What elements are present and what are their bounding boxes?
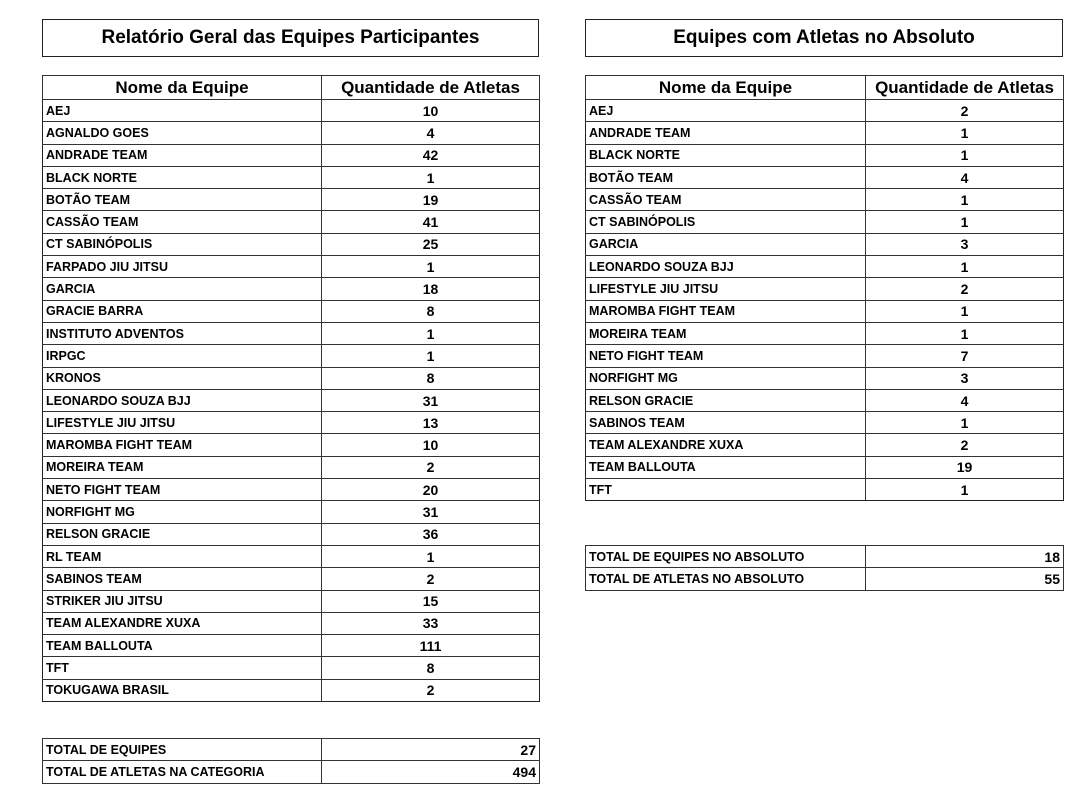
athlete-count-cell: 4	[866, 166, 1064, 188]
table-row	[586, 412, 1064, 434]
table-row	[43, 434, 540, 456]
athlete-count-cell: 41	[322, 211, 540, 233]
totals-row	[43, 761, 540, 783]
team-name-cell: GRACIE BARRA	[43, 300, 322, 322]
team-name-cell: CASSÃO TEAM	[43, 211, 322, 233]
team-name-cell: MAROMBA FIGHT TEAM	[43, 434, 322, 456]
athlete-count-cell: 2	[322, 456, 540, 478]
team-name-cell: SABINOS TEAM	[43, 568, 322, 590]
athlete-count-cell: 1	[866, 322, 1064, 344]
right-report-title: Equipes com Atletas no Absoluto	[585, 19, 1063, 57]
table-row	[43, 233, 540, 255]
table-row	[43, 256, 540, 278]
athlete-count-cell: 1	[322, 322, 540, 344]
table-row	[586, 367, 1064, 389]
total-value-cell: 18	[866, 546, 1064, 568]
team-name-cell: TEAM BALLOUTA	[43, 635, 322, 657]
table-row	[586, 434, 1064, 456]
table-row	[43, 568, 540, 590]
table-header-row	[586, 76, 1064, 100]
athlete-count-cell: 4	[322, 122, 540, 144]
athlete-count-cell: 1	[866, 300, 1064, 322]
table-row	[586, 456, 1064, 478]
team-name-cell: GARCIA	[586, 233, 866, 255]
team-name-cell: SABINOS TEAM	[586, 412, 866, 434]
athlete-count-cell: 19	[866, 456, 1064, 478]
table-row	[43, 300, 540, 322]
table-row	[586, 166, 1064, 188]
table-header-row	[43, 76, 540, 100]
team-name-cell: TEAM BALLOUTA	[586, 456, 866, 478]
table-row	[43, 367, 540, 389]
table-row	[43, 389, 540, 411]
athlete-count-cell: 1	[866, 144, 1064, 166]
athlete-count-cell: 2	[322, 568, 540, 590]
team-name-cell: BLACK NORTE	[43, 166, 322, 188]
total-value-cell: 494	[322, 761, 540, 783]
athlete-count-cell: 1	[322, 345, 540, 367]
team-name-cell: CT SABINÓPOLIS	[586, 211, 866, 233]
left-report-title: Relatório Geral das Equipes Participantes	[42, 19, 539, 57]
athlete-count-cell: 20	[322, 479, 540, 501]
table-row	[586, 256, 1064, 278]
athlete-count-cell: 1	[322, 256, 540, 278]
team-name-cell: RELSON GRACIE	[43, 523, 322, 545]
total-label-cell: TOTAL DE EQUIPES NO ABSOLUTO	[586, 546, 866, 568]
team-name-cell: STRIKER JIU JITSU	[43, 590, 322, 612]
table-row	[586, 233, 1064, 255]
athlete-count-cell: 1	[866, 479, 1064, 501]
athlete-count-cell: 33	[322, 612, 540, 634]
team-name-cell: MOREIRA TEAM	[43, 456, 322, 478]
team-name-cell: NORFIGHT MG	[43, 501, 322, 523]
table-row	[43, 122, 540, 144]
table-row	[43, 523, 540, 545]
table-row	[43, 635, 540, 657]
athlete-count-cell: 31	[322, 501, 540, 523]
athlete-count-cell: 10	[322, 100, 540, 122]
table-row	[586, 345, 1064, 367]
athlete-count-cell: 31	[322, 389, 540, 411]
table-row	[43, 679, 540, 701]
table-row	[43, 166, 540, 188]
totals-row	[586, 546, 1064, 568]
team-name-cell: TOKUGAWA BRASIL	[43, 679, 322, 701]
left-totals-table	[42, 738, 540, 784]
athlete-count-cell: 3	[866, 233, 1064, 255]
table-row	[43, 278, 540, 300]
athlete-count-cell: 8	[322, 300, 540, 322]
table-row	[43, 479, 540, 501]
team-name-cell: NETO FIGHT TEAM	[43, 479, 322, 501]
total-label-cell: TOTAL DE ATLETAS NO ABSOLUTO	[586, 568, 866, 590]
team-name-cell: GARCIA	[43, 278, 322, 300]
athlete-count-cell: 18	[322, 278, 540, 300]
team-name-cell: AEJ	[43, 100, 322, 122]
table-row	[586, 100, 1064, 122]
team-name-cell: MOREIRA TEAM	[586, 322, 866, 344]
athlete-count-cell: 8	[322, 657, 540, 679]
team-name-cell: TFT	[43, 657, 322, 679]
athlete-count-cell: 2	[866, 434, 1064, 456]
table-row	[43, 144, 540, 166]
table-row	[586, 322, 1064, 344]
athlete-count-cell: 111	[322, 635, 540, 657]
athlete-count-cell: 1	[866, 412, 1064, 434]
table-row	[43, 100, 540, 122]
totals-row	[586, 568, 1064, 590]
team-name-cell: LEONARDO SOUZA BJJ	[43, 389, 322, 411]
left-teams-table	[42, 75, 540, 702]
table-row	[43, 501, 540, 523]
right-teams-table	[585, 75, 1064, 501]
table-row	[586, 278, 1064, 300]
team-name-cell: RELSON GRACIE	[586, 389, 866, 411]
team-name-cell: ANDRADE TEAM	[586, 122, 866, 144]
total-label-cell: TOTAL DE EQUIPES	[43, 739, 322, 761]
team-name-cell: BOTÃO TEAM	[43, 189, 322, 211]
header-team-name: Nome da Equipe	[43, 76, 322, 100]
table-row	[43, 345, 540, 367]
athlete-count-cell: 1	[866, 189, 1064, 211]
table-row	[586, 144, 1064, 166]
team-name-cell: KRONOS	[43, 367, 322, 389]
total-value-cell: 27	[322, 739, 540, 761]
athlete-count-cell: 1	[866, 122, 1064, 144]
table-row	[43, 590, 540, 612]
totals-row	[43, 739, 540, 761]
athlete-count-cell: 19	[322, 189, 540, 211]
table-row	[586, 479, 1064, 501]
table-row	[43, 456, 540, 478]
athlete-count-cell: 3	[866, 367, 1064, 389]
athlete-count-cell: 2	[866, 278, 1064, 300]
athlete-count-cell: 1	[866, 256, 1064, 278]
athlete-count-cell: 25	[322, 233, 540, 255]
athlete-count-cell: 10	[322, 434, 540, 456]
team-name-cell: MAROMBA FIGHT TEAM	[586, 300, 866, 322]
team-name-cell: AGNALDO GOES	[43, 122, 322, 144]
athlete-count-cell: 7	[866, 345, 1064, 367]
table-row	[43, 545, 540, 567]
team-name-cell: NETO FIGHT TEAM	[586, 345, 866, 367]
athlete-count-cell: 42	[322, 144, 540, 166]
athlete-count-cell: 8	[322, 367, 540, 389]
table-row	[43, 657, 540, 679]
table-row	[43, 322, 540, 344]
athlete-count-cell: 1	[866, 211, 1064, 233]
right-totals-table	[585, 545, 1064, 591]
athlete-count-cell: 4	[866, 389, 1064, 411]
header-team-name: Nome da Equipe	[586, 76, 866, 100]
team-name-cell: LEONARDO SOUZA BJJ	[586, 256, 866, 278]
team-name-cell: CT SABINÓPOLIS	[43, 233, 322, 255]
team-name-cell: FARPADO JIU JITSU	[43, 256, 322, 278]
header-athlete-count: Quantidade de Atletas	[322, 76, 540, 100]
team-name-cell: CASSÃO TEAM	[586, 189, 866, 211]
team-name-cell: TEAM ALEXANDRE XUXA	[43, 612, 322, 634]
athlete-count-cell: 2	[866, 100, 1064, 122]
table-row	[586, 389, 1064, 411]
athlete-count-cell: 36	[322, 523, 540, 545]
team-name-cell: BLACK NORTE	[586, 144, 866, 166]
total-value-cell: 55	[866, 568, 1064, 590]
team-name-cell: ANDRADE TEAM	[43, 144, 322, 166]
athlete-count-cell: 13	[322, 412, 540, 434]
table-row	[43, 211, 540, 233]
athlete-count-cell: 1	[322, 545, 540, 567]
table-row	[586, 211, 1064, 233]
team-name-cell: TEAM ALEXANDRE XUXA	[586, 434, 866, 456]
team-name-cell: NORFIGHT MG	[586, 367, 866, 389]
table-row	[43, 612, 540, 634]
team-name-cell: LIFESTYLE JIU JITSU	[43, 412, 322, 434]
table-row	[43, 412, 540, 434]
athlete-count-cell: 15	[322, 590, 540, 612]
table-row	[586, 189, 1064, 211]
team-name-cell: INSTITUTO ADVENTOS	[43, 322, 322, 344]
table-row	[586, 122, 1064, 144]
team-name-cell: BOTÃO TEAM	[586, 166, 866, 188]
header-athlete-count: Quantidade de Atletas	[866, 76, 1064, 100]
team-name-cell: IRPGC	[43, 345, 322, 367]
team-name-cell: RL TEAM	[43, 545, 322, 567]
team-name-cell: LIFESTYLE JIU JITSU	[586, 278, 866, 300]
total-label-cell: TOTAL DE ATLETAS NA CATEGORIA	[43, 761, 322, 783]
team-name-cell: AEJ	[586, 100, 866, 122]
athlete-count-cell: 1	[322, 166, 540, 188]
table-row	[43, 189, 540, 211]
table-row	[586, 300, 1064, 322]
team-name-cell: TFT	[586, 479, 866, 501]
athlete-count-cell: 2	[322, 679, 540, 701]
